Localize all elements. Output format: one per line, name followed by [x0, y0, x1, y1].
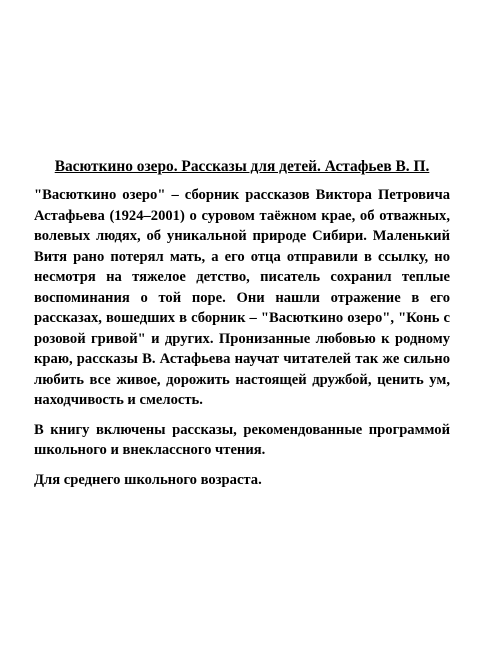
description-paragraph: "Васюткино озеро" – сборник рассказов Виктора Петровича Астафьева (1924–2001) о суровом таёжном крае, об отважных, волевых людях, об уникальной природе Сибири. Маленький Витя рано потерял мать, а его отца отправили в ссылку, но несмотря на тяжелое детство, писатель сохранил теплые воспоминания о той поре. Они нашли отражение в его рассказах, вошедших в сборник – "Васюткино озеро", "Конь с розовой гривой" и других. Пронизанные любовью к родному краю, рассказы В. Астафьева научат читателей так же сильно любить все живое, дорожить настоящей дружбой, ценить ум, находчивость и смелость. — [34, 187, 450, 408]
age-paragraph: Для среднего школьного возраста. — [34, 471, 262, 488]
document-title: Васюткино озеро. Рассказы для детей. Астафьев В. П. — [54, 158, 430, 175]
curriculum-paragraph: В книгу включены рассказы, рекомендованные программой школьного и внеклассного чтения. — [34, 421, 450, 458]
document-page — [34, 157, 450, 499]
